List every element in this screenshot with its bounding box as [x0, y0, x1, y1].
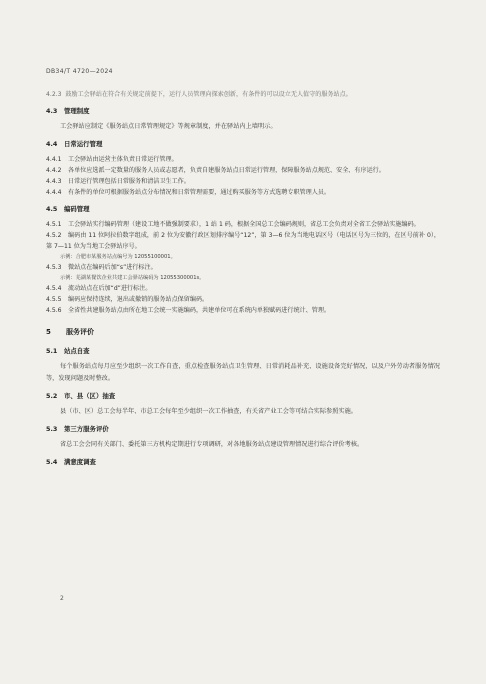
heading-4-5 — [46, 204, 440, 215]
clause-text: 工会驿站实行编码管理（建设工地不做强制要求），1 站 1 码，根据全国总工会编码规则，省总工会负责对全省工会驿站实施编码。 — [68, 221, 420, 228]
standard-code: DB34/T 4720—2024 — [46, 68, 113, 75]
clause-4-5-4 — [46, 283, 440, 294]
clause-number: 4.4.3 — [46, 178, 62, 185]
heading-title: 满意度调查 — [64, 458, 96, 466]
heading-5-2 — [46, 391, 440, 402]
clause-number: 4.5.6 — [46, 307, 62, 314]
clause-text: 鼓励工会驿站在符合有关规定前提下，运行人员管理向探索创新，有条件的可以设立无人值守的服务站点。 — [65, 91, 352, 98]
heading-5-3 — [46, 424, 440, 435]
paragraph-4-3: 工会驿站应制定《服务站点日常管理规定》等规章制度，并在驿站内上墙明示。 — [60, 123, 277, 130]
heading-5-1 — [46, 346, 440, 357]
heading-number: 5.4 — [46, 458, 58, 466]
clause-4-2-3 — [46, 89, 440, 100]
clause-4-5-5 — [46, 294, 440, 305]
example-2: 示例：芜湖某餐饮企业共建工会驿站编码为 12055300001s。 — [60, 275, 205, 281]
clause-text: 流动站点在后加“d”进行标注。 — [68, 285, 152, 292]
clause-4-5-3 — [46, 262, 440, 273]
heading-title: 市、县（区）抽查 — [64, 392, 116, 400]
clause-text: 微站点在编码后加“s”进行标注。 — [68, 264, 157, 271]
heading-title: 站点自查 — [64, 347, 90, 355]
clause-number: 4.5.4 — [46, 285, 62, 292]
clause-text: 全省性共建服务站点由所在地工会统一实施编码，共建单位可在系统内单独赋码进行统计、管理。 — [68, 307, 331, 314]
clause-number: 4.4.2 — [46, 167, 62, 174]
clause-4-4-2 — [46, 165, 440, 176]
clause-text: 编码由 11 位阿拉伯数字组成，前 2 位为安徽行政区划排序编号“12”，第 3—6 位为当地电话区号（电话区号为三位的，在区号前补 0），第 7—11 位为当地工会驿站序号。 — [46, 232, 440, 250]
clause-number: 4.4.1 — [46, 156, 62, 163]
heading-4-3 — [46, 106, 440, 117]
clause-4-5-2 — [46, 230, 440, 252]
heading-5 — [46, 326, 440, 338]
clause-4-5-1 — [46, 219, 440, 230]
clause-4-5-6 — [46, 305, 440, 316]
heading-5-4 — [46, 457, 440, 468]
heading-title: 服务评价 — [66, 328, 94, 336]
clause-number: 4.4.4 — [46, 189, 62, 196]
paragraph-5-2: 县（市、区）总工会每半年、市总工会每年至少组织一次工作抽查，有关省产业工会等可结合实际参照实施。 — [60, 408, 357, 415]
heading-number: 5.3 — [46, 425, 58, 433]
clause-number: 4.5.5 — [46, 296, 62, 303]
clause-text: 编码应保持连续，退出或撤销的服务站点保留编码。 — [68, 296, 209, 303]
heading-number: 4.4 — [46, 140, 58, 148]
clause-4-4-4 — [46, 187, 440, 198]
heading-title: 编码管理 — [64, 205, 90, 213]
paragraph-5-1: 每个服务站点每月应至少组织一次工作自查，重点检查服务站点卫生管理、日常消耗品补充、设施设备完好情况，以及户外劳动者服务情况等，发现问题及时整改。 — [46, 363, 440, 382]
clause-text: 工会驿站由运营主体负责日常运行管理。 — [68, 156, 178, 163]
example-1: 示例：合肥市某服务站点编号为 12055100001。 — [60, 254, 176, 260]
paragraph-5-3: 省总工会会同有关部门、委托第三方机构定期进行专项调研，对各地服务站点建设管理情况进行综合评价考核。 — [60, 441, 364, 448]
heading-number: 5 — [46, 328, 51, 336]
heading-4-4 — [46, 139, 440, 150]
clause-text: 有条件的单位可根据服务站点分布情况和日常管理需要，通过购买服务等方式选聘专职管理人员。 — [68, 189, 331, 196]
heading-number: 4.5 — [46, 205, 58, 213]
heading-number: 5.2 — [46, 392, 58, 400]
heading-title: 第三方服务评价 — [64, 425, 109, 433]
page-number: 2 — [60, 595, 64, 602]
heading-number: 4.3 — [46, 107, 58, 115]
heading-number: 5.1 — [46, 347, 58, 355]
clause-4-4-3 — [46, 176, 440, 187]
clause-4-4-1 — [46, 154, 440, 165]
clause-number: 4.5.3 — [46, 264, 62, 271]
document-body — [46, 89, 440, 468]
heading-title: 日常运行管理 — [64, 140, 103, 148]
clause-number: 4.5.2 — [46, 232, 62, 239]
clause-number: 4.2.3 — [46, 91, 62, 98]
clause-number: 4.5.1 — [46, 221, 62, 228]
heading-title: 管理制度 — [64, 107, 90, 115]
clause-text: 日常运行管理包括日常服务和清洁卫生工作。 — [68, 178, 190, 185]
clause-text: 各单位应选派一定数量的服务人员或志愿者，负责自建服务站点日常运行管理，保障服务站点规范、安全、有序运行。 — [68, 167, 385, 174]
